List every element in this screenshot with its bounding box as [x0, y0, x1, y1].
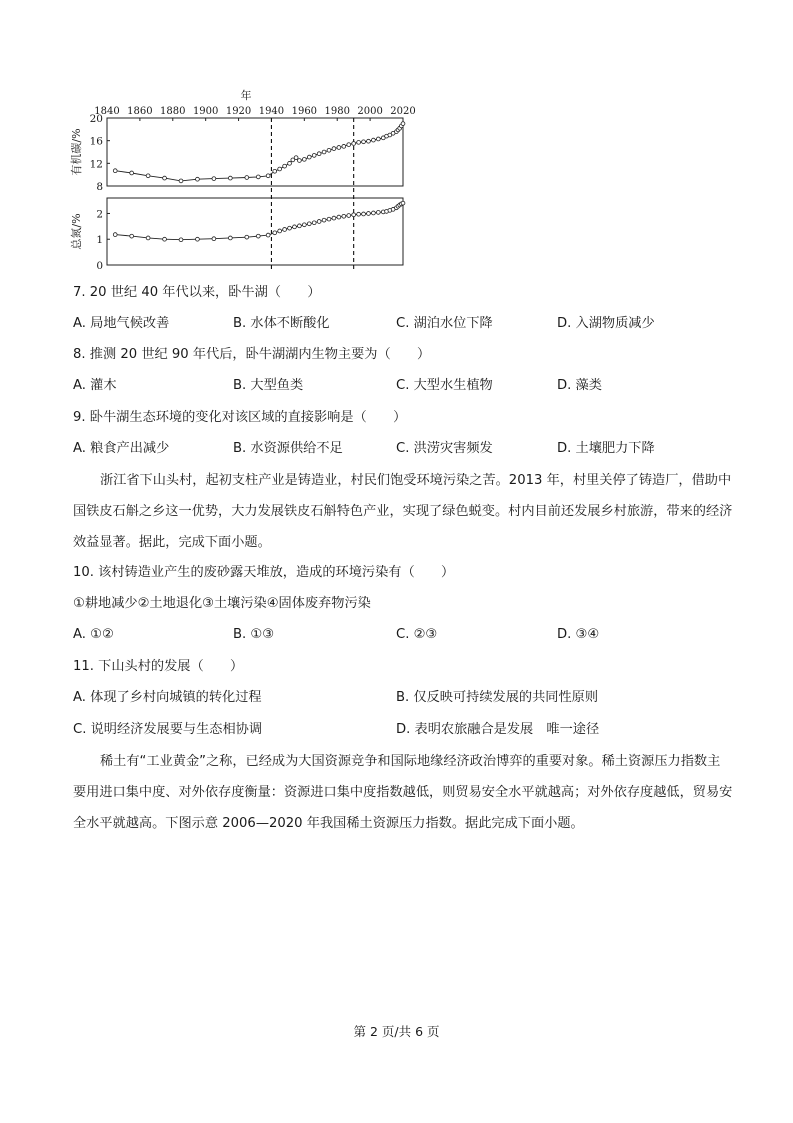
passage-xiashantou: 浙江省下山头村，起初支柱产业是铸造业，村民们饱受环境污染之苦。2013 年，村里关停了铸造厂，借助中国铁皮石斛之乡这一优势，大力发展铁皮石斛特色产业，实现了绿色蜕变。村内目前还发展乡村旅游，带来的经济效益显著。据此，完成下面小题。 [73, 473, 733, 550]
total-nitrogen-point [327, 217, 331, 221]
lake-sediment-chart [60, 84, 420, 272]
organic-carbon-point [288, 161, 292, 165]
bottom-y-axis-label: 总氮/% [70, 213, 83, 250]
q9-option-c: C. 洪涝灾害频发 [396, 441, 493, 456]
organic-carbon-point [163, 176, 167, 180]
organic-carbon-point [298, 159, 302, 163]
bottom-y-tick-label: 1 [96, 234, 103, 247]
total-nitrogen-point [298, 224, 302, 228]
total-nitrogen-point [163, 237, 167, 241]
top-panel-frame [107, 118, 403, 186]
organic-carbon-point [294, 156, 298, 160]
total-nitrogen-point [293, 225, 297, 229]
total-nitrogen-point [307, 222, 311, 226]
organic-carbon-point [357, 140, 361, 144]
q9-option-b: B. 水资源供给不足 [233, 441, 343, 456]
total-nitrogen-point [317, 220, 321, 224]
q10-options [73, 626, 733, 644]
q10-option-a: A. ①② [73, 627, 114, 642]
organic-carbon-point [212, 177, 216, 181]
page-footer: 第 2 页/共 6 页 [353, 1024, 440, 1039]
total-nitrogen-point [357, 212, 361, 216]
organic-carbon-point [332, 147, 336, 151]
total-nitrogen-point [196, 237, 200, 241]
total-nitrogen-point [130, 234, 134, 238]
organic-carbon-point [278, 167, 282, 171]
top-y-axis-label: 有机碳/% [70, 128, 83, 176]
organic-carbon-point [245, 176, 249, 180]
organic-carbon-point [228, 176, 232, 180]
x-tick-label: 1840 [94, 106, 120, 117]
total-nitrogen-point [342, 214, 346, 218]
x-tick-label: 1900 [192, 106, 219, 117]
q11-option-b: B. 仅反映可持续发展的共同性原则 [396, 690, 599, 705]
q11-options-row1 [73, 689, 733, 707]
organic-carbon-point [113, 169, 117, 173]
q9-stem: 9. 卧牛湖生态环境的变化对该区域的直接影响是（ ） [73, 410, 407, 425]
q7-option-b: B. 水体不断酸化 [233, 316, 330, 331]
total-nitrogen-point [401, 201, 405, 205]
organic-carbon-point [322, 150, 326, 154]
organic-carbon-point [401, 122, 405, 126]
q10-option-d: D. ③④ [557, 627, 600, 642]
organic-carbon-point [266, 174, 270, 178]
q9-options [73, 440, 733, 458]
x-tick-label: 1880 [160, 106, 186, 117]
total-nitrogen-point [322, 218, 326, 222]
x-axis-title: 年 [240, 89, 252, 102]
q10-option-b: B. ①③ [233, 627, 275, 642]
x-tick-label: 2020 [390, 106, 416, 117]
organic-carbon-point [256, 175, 260, 179]
q11-option-a: A. 体现了乡村向城镇的转化过程 [73, 690, 262, 705]
organic-carbon-point [146, 174, 150, 178]
total-nitrogen-point [266, 233, 270, 237]
total-nitrogen-point [362, 212, 366, 216]
x-tick-label: 1860 [127, 106, 153, 117]
organic-carbon-point [376, 137, 380, 141]
organic-carbon-point [283, 164, 287, 168]
total-nitrogen-point [212, 237, 216, 241]
q8-option-d: D. 藻类 [557, 378, 602, 393]
total-nitrogen-point [372, 211, 376, 215]
bottom-y-tick-label: 0 [96, 260, 103, 272]
organic-carbon-point [307, 155, 311, 159]
q8-option-b: B. 大型鱼类 [233, 378, 304, 393]
organic-carbon-point [196, 177, 200, 181]
total-nitrogen-point [273, 231, 277, 235]
organic-carbon-point [352, 142, 356, 146]
total-nitrogen-point [332, 216, 336, 220]
top-y-tick-label: 20 [89, 113, 103, 125]
q7-option-a: A. 局地气候改善 [73, 316, 170, 331]
x-tick-label: 1920 [225, 106, 252, 117]
top-y-tick-label: 12 [89, 158, 103, 171]
organic-carbon-point [273, 169, 277, 173]
x-tick-label: 1960 [291, 106, 318, 117]
organic-carbon-point [312, 154, 316, 158]
x-tick-label: 1940 [258, 106, 285, 117]
q8-stem: 8. 推测 20 世纪 90 年代后，卧牛湖湖内生物主要为（ ） [73, 347, 431, 362]
total-nitrogen-point [337, 215, 341, 219]
q8-option-a: A. 灌木 [73, 378, 117, 393]
organic-carbon-point [347, 143, 351, 147]
total-nitrogen-point [302, 223, 306, 227]
x-tick-label: 1980 [324, 106, 350, 117]
total-nitrogen-point [352, 213, 356, 217]
q11-options-row2 [73, 721, 733, 739]
total-nitrogen-point [288, 226, 292, 230]
organic-carbon-point [337, 146, 341, 150]
q10-option-c: C. ②③ [396, 627, 438, 642]
q11-stem: 11. 下山头村的发展（ ） [73, 659, 244, 674]
organic-carbon-point [130, 171, 134, 175]
passage-rare-earth: 稀土有“工业黄金”之称，已经成为大国资源竞争和国际地缘经济政治博弈的重要对象。稀土资源压力指数主要用进口集中度、对外依存度衡量：资源进口集中度指数越低，则贸易安全水平就越高；对外依存度越低，贸易安全水平就越高。下图示意 2006—2020 年我国稀土资源压力指数。据此完成下面小题。 [73, 754, 733, 831]
total-nitrogen-point [347, 214, 351, 218]
organic-carbon-point [342, 144, 346, 148]
q8-option-c: C. 大型水生植物 [396, 378, 493, 393]
x-tick-label: 2000 [357, 106, 383, 117]
top-y-tick-label: 16 [89, 135, 103, 148]
q9-option-a: A. 粮食产出减少 [73, 441, 170, 456]
q7-stem: 7. 20 世纪 40 年代以来，卧牛湖（ ） [73, 285, 321, 300]
total-nitrogen-point [376, 211, 380, 215]
total-nitrogen-point [179, 238, 183, 242]
total-nitrogen-point [278, 229, 282, 233]
total-nitrogen-point [113, 233, 117, 237]
organic-carbon-point [302, 157, 306, 161]
organic-carbon-point [317, 152, 321, 156]
organic-carbon-point [367, 139, 371, 143]
q7-options [73, 315, 733, 333]
organic-carbon-line [115, 124, 403, 181]
q10-stem: 10. 该村铸造业产生的废砂露天堆放，造成的环境污染有（ ） [73, 565, 455, 580]
top-y-tick-label: 8 [96, 181, 103, 193]
total-nitrogen-point [312, 221, 316, 225]
total-nitrogen-point [245, 235, 249, 239]
q9-option-d: D. 土壤肥力下降 [557, 441, 655, 456]
organic-carbon-point [362, 140, 366, 144]
total-nitrogen-point [367, 212, 371, 216]
total-nitrogen-point [256, 234, 260, 238]
q11-option-c: C. 说明经济发展要与生态相协调 [73, 722, 263, 737]
bottom-y-tick-label: 2 [96, 208, 103, 221]
total-nitrogen-point [228, 236, 232, 240]
q11-option-d: D. 表明农旅融合是发展 唯一途径 [396, 722, 600, 737]
q7-option-d: D. 入湖物质减少 [557, 316, 655, 331]
total-nitrogen-point [283, 228, 287, 232]
q7-option-c: C. 湖泊水位下降 [396, 316, 493, 331]
q10-items: ①耕地减少②土地退化③土壤污染④固体废弃物污染 [73, 596, 371, 611]
organic-carbon-point [372, 138, 376, 142]
bottom-panel-frame [107, 198, 403, 265]
q8-options [73, 377, 733, 395]
organic-carbon-point [327, 148, 331, 152]
organic-carbon-point [179, 179, 183, 183]
total-nitrogen-point [146, 236, 150, 240]
